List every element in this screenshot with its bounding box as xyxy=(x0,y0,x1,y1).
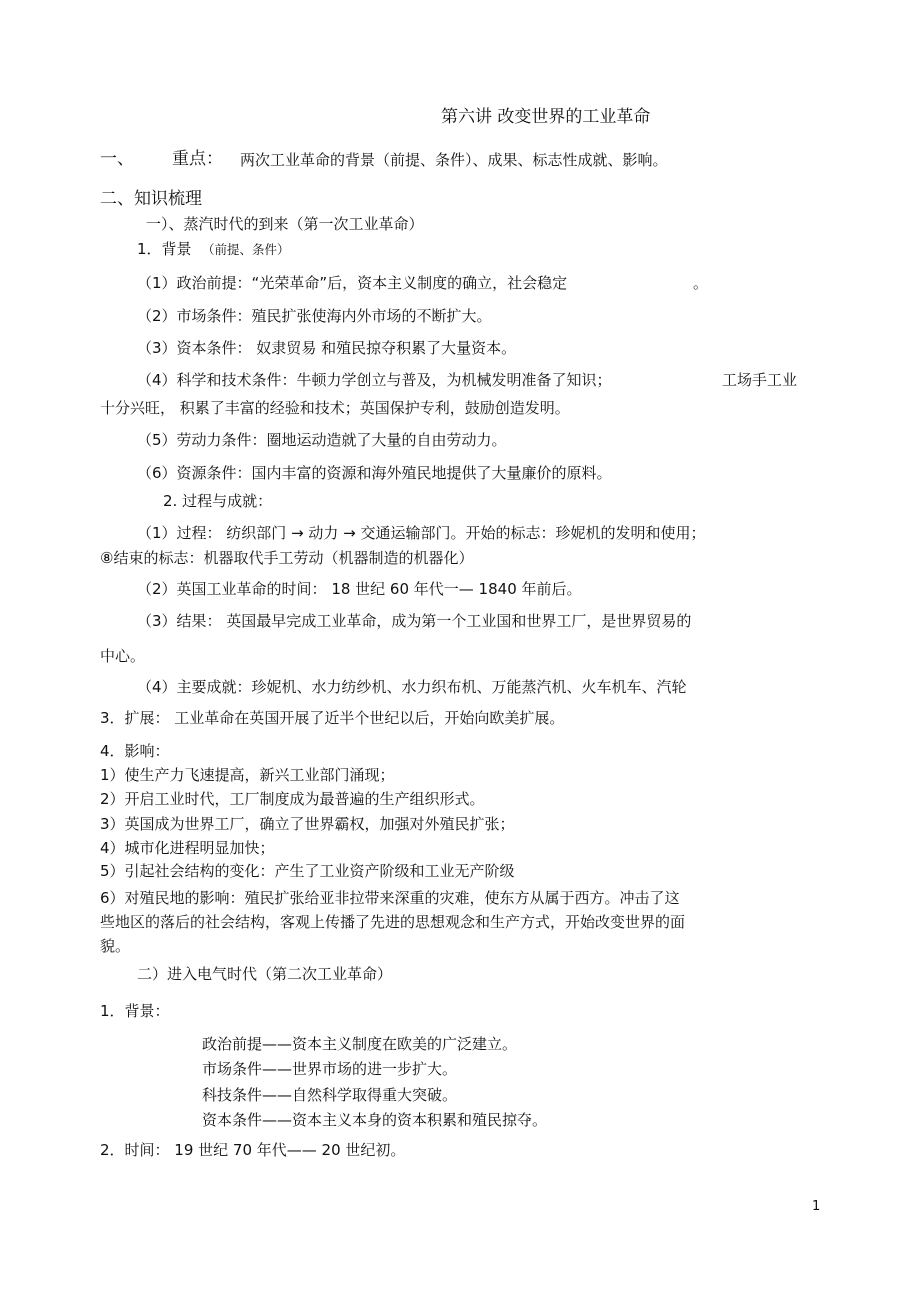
impact-title: 4．影响： xyxy=(100,742,170,760)
part-2-background-item-1: 政治前提——资本主义制度在欧美的广泛建立。 xyxy=(202,1035,518,1053)
background-item-4: （4）科学和技术条件：牛顿力学创立与普及，为机械发明准备了知识； xyxy=(137,371,612,389)
background-item-5: （5）劳动力条件：圈地运动造就了大量的自由劳动力。 xyxy=(137,431,507,449)
part-1-background-note: （前提、条件） xyxy=(202,242,290,257)
page-title: 第六讲 改变世界的工业革命 xyxy=(441,107,651,127)
part-1-heading: 一）、蒸汽时代的到来（第一次工业革命） xyxy=(146,215,424,233)
section-2-heading: 二、知识梳理 xyxy=(100,189,202,209)
section-1-text: 两次工业革命的背景（前提、条件）、成果、标志性成就、影响。 xyxy=(240,151,668,169)
part-2-background-title: 1．背景： xyxy=(100,1002,170,1020)
section-1-number: 一、 xyxy=(100,149,134,169)
process-item-1-line-2: ⑧结束的标志：机器取代手工劳动（机器制造的机器化） xyxy=(100,549,474,567)
page-number: 1 xyxy=(812,1199,821,1214)
background-item-3: （3）资本条件： 奴隶贸易 和殖民掠夺积累了大量资本。 xyxy=(137,339,517,357)
part-2-heading: 二）进入电气时代（第二次工业革命） xyxy=(137,965,393,983)
part-2-background-item-3: 科技条件——自然科学取得重大突破。 xyxy=(202,1086,458,1104)
part-2-time: 2．时间： 19 世纪 70 年代—— 20 世纪初。 xyxy=(100,1141,406,1159)
impact-item-6: 6）对殖民地的影响：殖民扩张给亚非拉带来深重的灾难，使东方从属于西方。冲击了这 xyxy=(100,889,680,907)
impact-item-2: 2）开启工业时代，工厂制度成为最普遍的生产组织形式。 xyxy=(100,790,485,808)
extension-item: 3．扩展： 工业革命在英国开展了近半个世纪以后，开始向欧美扩展。 xyxy=(100,709,565,727)
process-item-3: （3）结果： 英国最早完成工业革命，成为第一个工业国和世界工厂，是世界贸易的 xyxy=(137,612,692,630)
background-item-6: （6）资源条件：国内丰富的资源和海外殖民地提供了大量廉价的原料。 xyxy=(137,464,612,482)
impact-item-5: 5）引起社会结构的变化：产生了工业资产阶级和工业无产阶级 xyxy=(100,862,515,880)
background-item-1-end: 。 xyxy=(693,274,709,292)
impact-item-4: 4）城市化进程明显加快； xyxy=(100,839,275,857)
section-1-label: 重点： xyxy=(172,149,223,169)
impact-item-1: 1）使生产力飞速提高，新兴工业部门涌现； xyxy=(100,766,395,784)
process-title: 2. 过程与成就： xyxy=(163,492,273,510)
background-item-2: （2）市场条件：殖民扩张使海内外市场的不断扩大。 xyxy=(137,307,492,325)
process-item-4: （4）主要成就：珍妮机、水力纺纱机、水力织布机、万能蒸汽机、火车机车、汽轮 xyxy=(137,678,687,696)
process-item-3-line-2: 中心。 xyxy=(100,647,146,665)
impact-item-3: 3）英国成为世界工厂，确立了世界霸权，加强对外殖民扩张； xyxy=(100,815,515,833)
part-2-background-item-2: 市场条件——世界市场的进一步扩大。 xyxy=(202,1060,458,1078)
part-2-background-item-4: 资本条件——资本主义本身的资本积累和殖民掠夺。 xyxy=(202,1111,548,1129)
background-item-4-cont: 工场手工业 xyxy=(722,371,798,389)
background-item-1: （1）政治前提：“光荣革命”后，资本主义制度的确立，社会稳定 xyxy=(137,274,568,292)
part-1-background-title: 1．背景 xyxy=(137,240,192,258)
process-item-2: （2）英国工业革命的时间： 18 世纪 60 年代一— 1840 年前后。 xyxy=(137,580,582,598)
background-item-4-line-2: 十分兴旺， 积累了丰富的经验和技术；英国保护专利，鼓励创造发明。 xyxy=(100,399,570,417)
impact-item-6-line-3: 貌。 xyxy=(100,937,131,955)
process-item-1: （1）过程： 纺织部门 → 动力 → 交通运输部门。开始的标志：珍妮机的发明和使用； xyxy=(137,524,706,542)
impact-item-6-line-2: 些地区的落后的社会结构，客观上传播了先进的思想观念和生产方式，开始改变世界的面 xyxy=(100,913,686,931)
